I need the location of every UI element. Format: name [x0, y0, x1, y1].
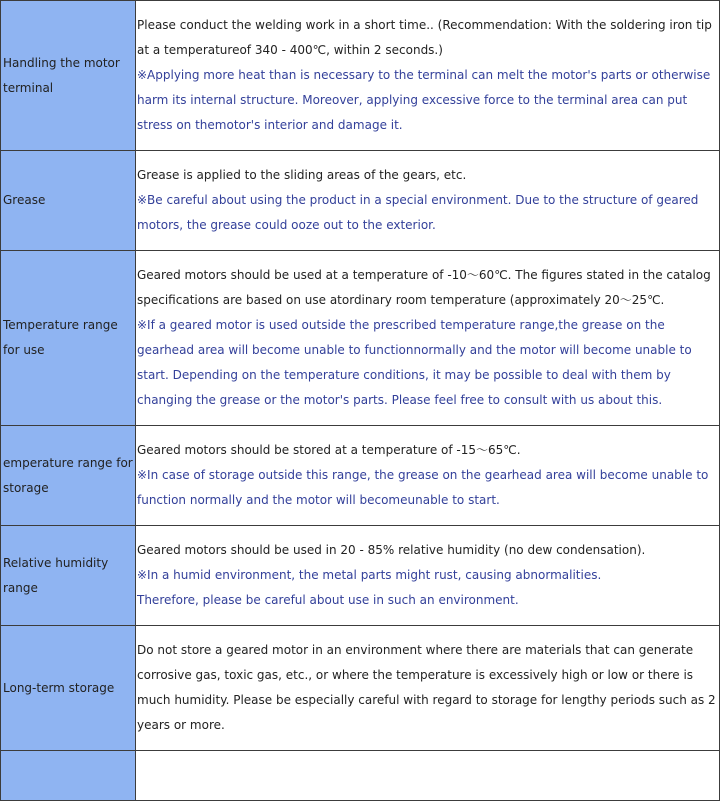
row-description: [136, 251, 720, 426]
description-text: Please conduct the welding work in a short time.. (Recommendation: With the soldering iron tip at a temperatureof 340 - 400℃, within 2 seconds.): [137, 18, 712, 57]
row-label: Grease: [1, 151, 136, 251]
row-description-empty: [136, 751, 720, 801]
caution-note-continued: Therefore, please be careful about use in such an environment.: [137, 593, 519, 607]
table-row: [1, 626, 720, 751]
row-description: [136, 526, 720, 626]
table-row: [1, 1, 720, 151]
table-row: [1, 151, 720, 251]
table-row: [1, 426, 720, 526]
caution-note: ※Applying more heat than is necessary to the terminal can melt the motor's parts or otherwise harm its internal structure. Moreover, applying excessive force to the terminal area can put stress on themotor's interior and damage it.: [137, 68, 711, 132]
caution-note: ※Be careful about using the product in a special environment. Due to the structure of geared motors, the grease could ooze out to the exterior.: [137, 193, 699, 232]
row-description: [136, 151, 720, 251]
description-text: Geared motors should be used at a temperature of -10～60℃. The figures stated in the catalog specifications are based on use atordinary room temperature (approximately 20～25℃.: [137, 268, 711, 307]
row-description: [136, 1, 720, 151]
caution-note: ※If a geared motor is used outside the prescribed temperature range,the grease on the gearhead area will become unable to functionnormally and the motor will become unable to start. Depending on the temperature conditions, it may be possible to deal with them by changing the grease or the motor's parts. Please feel free to consult with us about this.: [137, 318, 692, 407]
row-description: [136, 426, 720, 526]
row-description: [136, 626, 720, 751]
row-label: Temperature range for use: [1, 251, 136, 426]
row-label: emperature range for storage: [1, 426, 136, 526]
row-label: Long-term storage: [1, 626, 136, 751]
table-row: [1, 751, 720, 801]
caution-note: ※In a humid environment, the metal parts might rust, causing abnormalities.: [137, 568, 602, 582]
description-text: Grease is applied to the sliding areas of the gears, etc.: [137, 168, 467, 182]
table-row: [1, 526, 720, 626]
description-text: Geared motors should be stored at a temperature of -15～65℃.: [137, 443, 521, 457]
description-text: Do not store a geared motor in an environment where there are materials that can generate corrosive gas, toxic gas, etc., or where the temperature is excessively high or low or there is much humidity. Please be especially careful with regard to storage for lengthy periods such as 2 years or more.: [137, 643, 716, 732]
caution-note: ※In case of storage outside this range, the grease on the gearhead area will become unable to function normally and the motor will becomeunable to start.: [137, 468, 709, 507]
row-label: Handling the motor terminal: [1, 1, 136, 151]
description-text: Geared motors should be used in 20 - 85% relative humidity (no dew condensation).: [137, 543, 646, 557]
row-label: Relative humidity range: [1, 526, 136, 626]
row-label-empty: [1, 751, 136, 801]
table-row: [1, 251, 720, 426]
